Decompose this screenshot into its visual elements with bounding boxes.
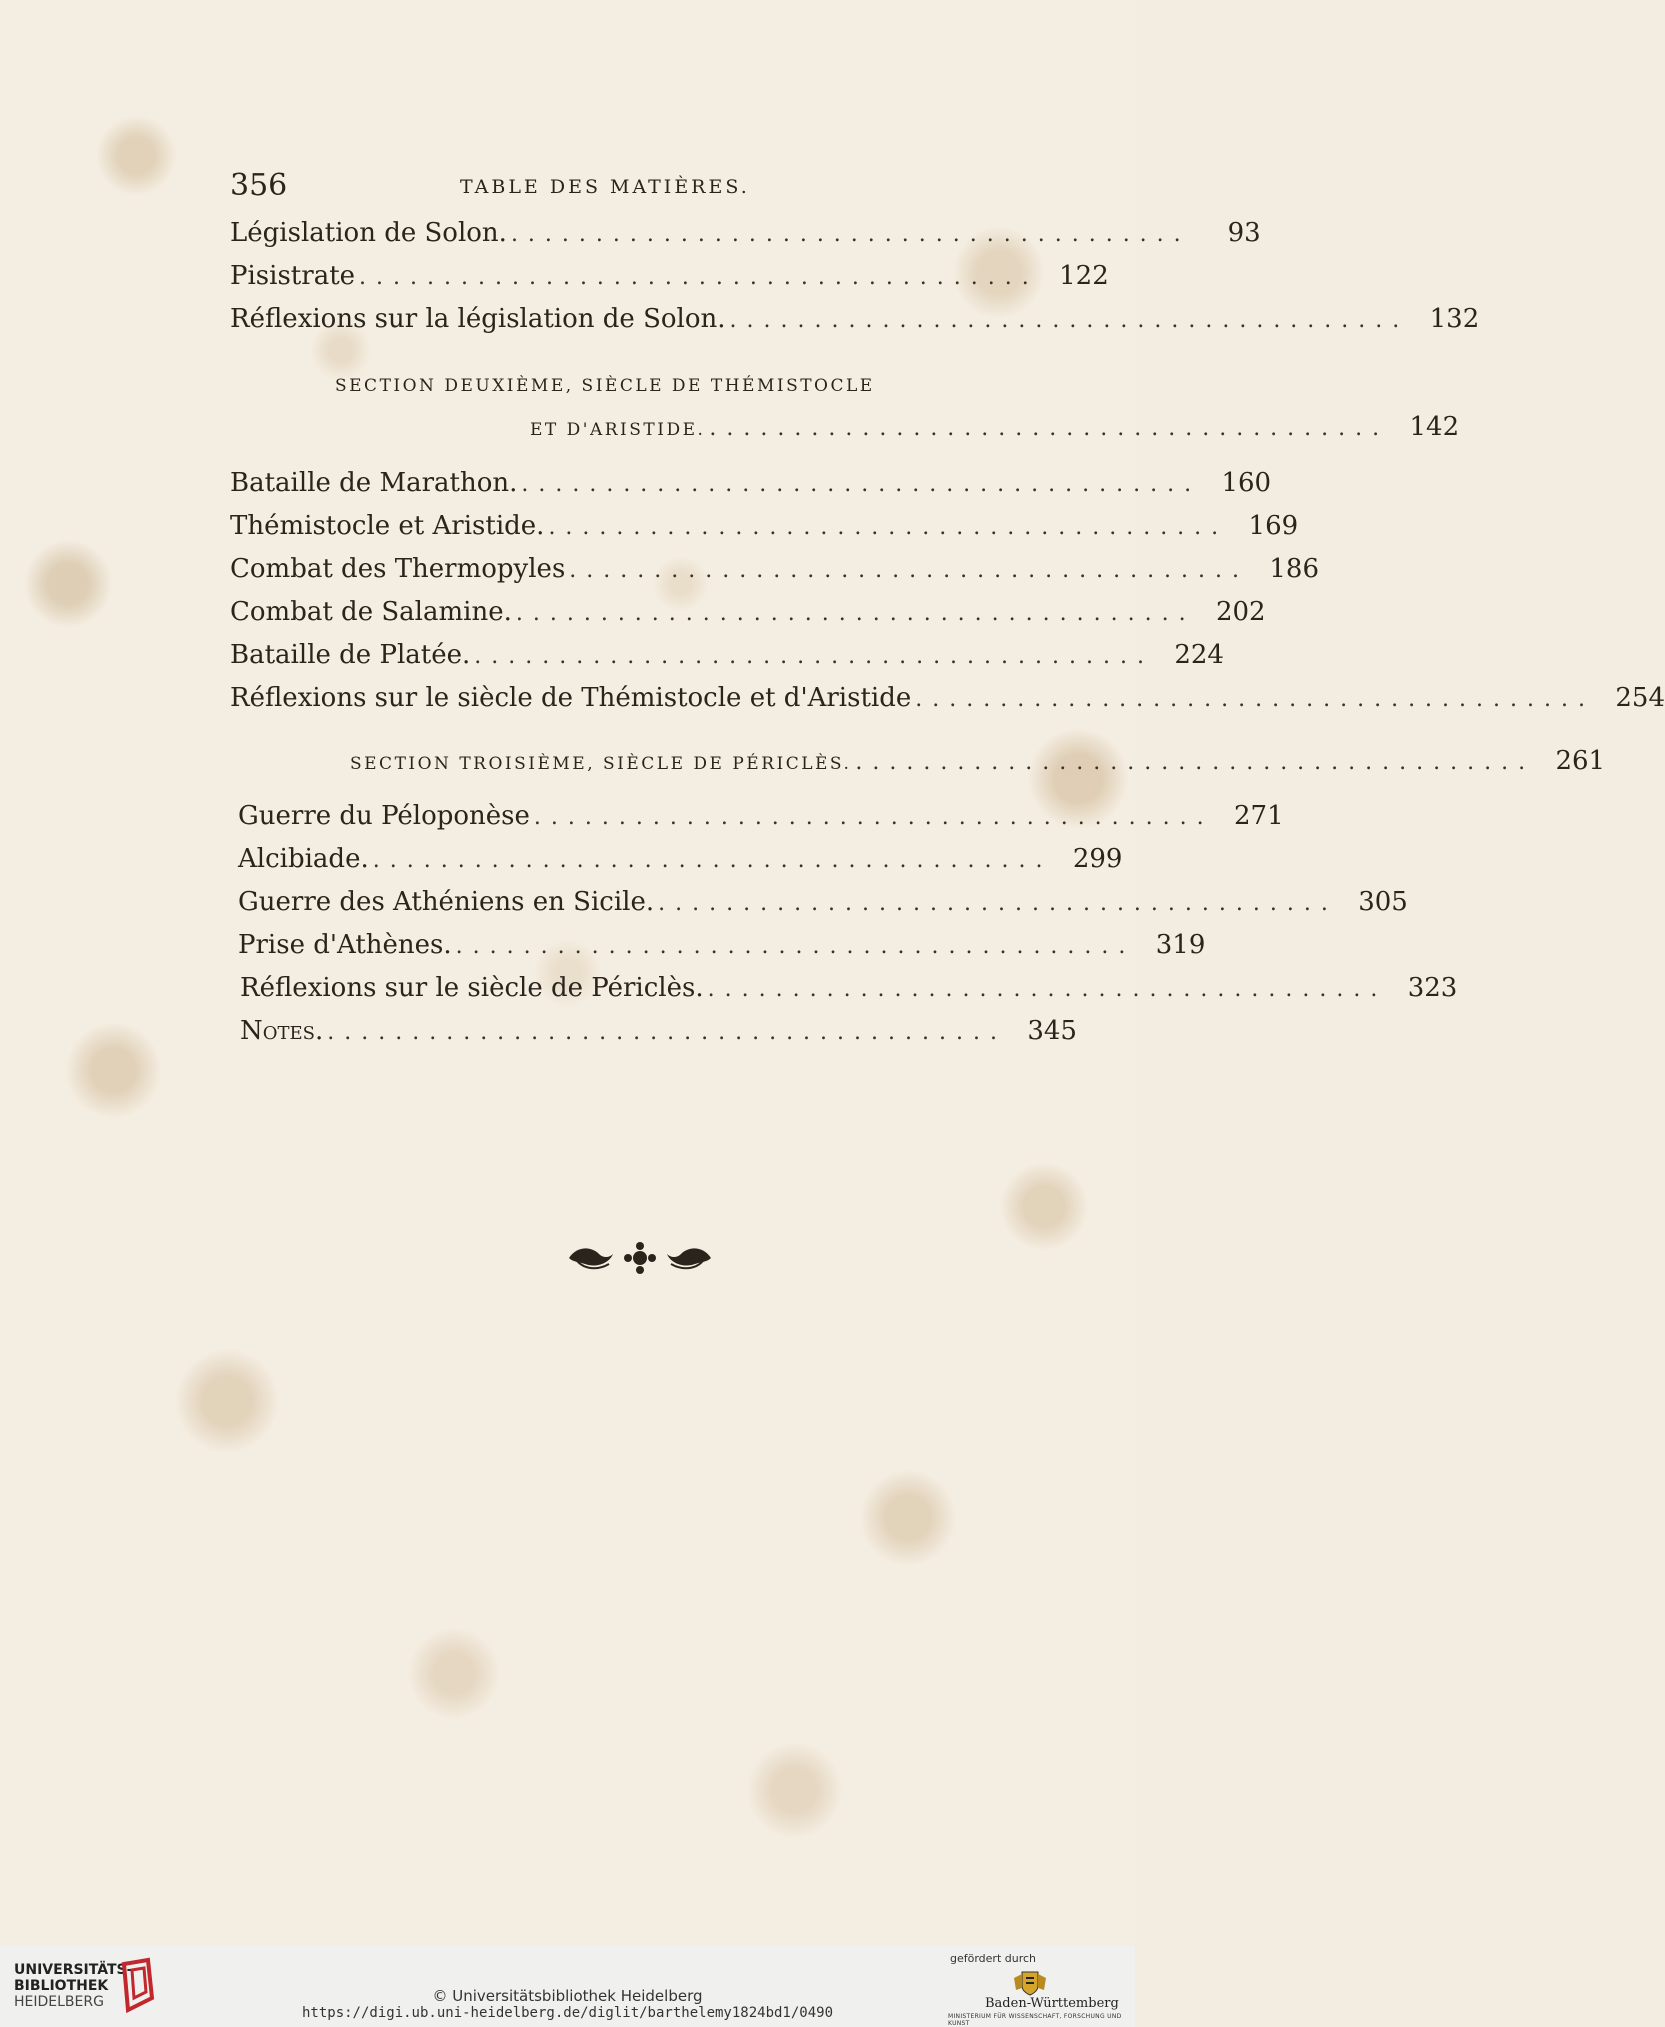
toc-entry-title: Alcibiade. xyxy=(238,844,369,874)
page-number: 356 xyxy=(230,168,288,203)
leader-dots: ........................................ xyxy=(474,644,1154,669)
digitization-footer xyxy=(0,1946,1135,2027)
section-heading-line1: SECTION TROISIÈME, SIÈCLE DE PÉRICLÈS. xyxy=(350,754,852,774)
toc-entry-page: 271 xyxy=(1234,801,1284,831)
coat-of-arms-icon xyxy=(1010,1968,1050,1996)
toc-entry-title: Combat de Salamine. xyxy=(230,597,512,627)
toc-entry xyxy=(238,930,1206,970)
library-name-line1: UNIVERSITÄTS- xyxy=(14,1962,133,1978)
toc-entry-page: 305 xyxy=(1358,887,1408,917)
leader-dots: ........................................ xyxy=(709,416,1390,441)
leader-dots: ........................................ xyxy=(359,265,1039,290)
toc-entry-page: 319 xyxy=(1155,930,1206,960)
leader-dots: ........................................ xyxy=(915,687,1595,712)
leader-dots: ........................................ xyxy=(521,472,1202,497)
toc-entry xyxy=(240,1016,1077,1056)
toc-entry-title: Notes. xyxy=(240,1016,324,1046)
leader-dots: ........................................ xyxy=(855,750,1536,775)
toc-entry xyxy=(230,511,1299,551)
leader-dots: ........................................ xyxy=(548,515,1229,540)
toc-entry xyxy=(238,801,1284,841)
toc-entry-title: Guerre des Athéniens en Sicile. xyxy=(238,887,655,917)
section-heading xyxy=(230,746,1606,786)
leader-dots: ........................................ xyxy=(510,222,1191,247)
printer-ornament-icon xyxy=(565,1240,715,1276)
state-name: Baden-Württemberg xyxy=(985,1996,1119,2011)
section-heading-continued xyxy=(230,412,1460,452)
toc-entry xyxy=(230,640,1224,680)
toc-entry xyxy=(230,218,1261,258)
leader-dots: ........................................ xyxy=(658,891,1338,916)
toc-entry-page: 160 xyxy=(1221,468,1272,498)
toc-entry xyxy=(238,887,1408,927)
toc-entry-title: Guerre du Péloponèse xyxy=(238,801,530,831)
running-title: TABLE DES MATIÈRES. xyxy=(460,176,750,198)
toc-entry-title: Bataille de Marathon. xyxy=(230,468,518,498)
ministry-name: MINISTERIUM FÜR WISSENSCHAFT, FORSCHUNG UND KUNST xyxy=(948,2013,1122,2027)
toc-entry xyxy=(238,844,1123,884)
toc-entry xyxy=(230,554,1320,594)
leader-dots: ........................................ xyxy=(455,934,1136,959)
toc-entry-page: 186 xyxy=(1269,554,1320,584)
toc-entry xyxy=(230,597,1266,637)
toc-entry-title: Prise d'Athènes. xyxy=(238,930,452,960)
toc-entry-page: 132 xyxy=(1429,304,1480,334)
toc-entry-page: 345 xyxy=(1027,1016,1077,1046)
toc-entry-page: 323 xyxy=(1407,973,1458,1003)
copyright-text: © Universitätsbibliothek Heidelberg xyxy=(432,1987,703,2005)
leader-dots: ........................................ xyxy=(533,805,1214,830)
page-header xyxy=(230,168,1020,208)
toc-entry-title: Thémistocle et Aristide. xyxy=(230,511,545,541)
library-name-line3: HEIDELBERG xyxy=(14,1994,104,2010)
toc-entry-page: 142 xyxy=(1409,412,1460,442)
toc-entry-title: Bataille de Platée. xyxy=(230,640,471,670)
toc-entry-page: 202 xyxy=(1215,597,1266,627)
toc-entry xyxy=(230,304,1480,344)
leader-dots: ........................................ xyxy=(707,977,1388,1002)
toc-entry-title: Pisistrate xyxy=(230,261,356,291)
funded-by-label: gefördert durch xyxy=(950,1952,1037,1965)
toc-entry-title: Législation de Solon. xyxy=(230,218,507,248)
leader-dots: ........................................ xyxy=(515,601,1196,626)
section-heading-line2: ET D'ARISTIDE. xyxy=(530,420,706,440)
leader-dots: ........................................ xyxy=(569,558,1250,583)
toc-entry-page: 93 xyxy=(1227,218,1261,248)
permalink-url[interactable]: https://digi.ub.uni-heidelberg.de/diglit/barthelemy1824bd1/0490 xyxy=(301,2005,833,2021)
toc-entry-title: Réflexions sur le siècle de Thémistocle et d'Aristide xyxy=(230,683,912,713)
toc-entry-page: 122 xyxy=(1059,261,1109,291)
toc-entry-page: 299 xyxy=(1072,844,1123,874)
toc-entry-page: 169 xyxy=(1248,511,1299,541)
toc-entry-page: 254 xyxy=(1615,683,1665,713)
toc-entry xyxy=(240,973,1458,1013)
toc-entry-title: Combat des Thermopyles xyxy=(230,554,566,584)
toc-entry-page: 261 xyxy=(1555,746,1606,776)
toc-entry xyxy=(230,468,1272,508)
toc-entry-page: 224 xyxy=(1174,640,1224,670)
toc-entry xyxy=(230,261,1109,301)
leader-dots: ........................................ xyxy=(327,1020,1007,1045)
toc-entry-title: Réflexions sur la législation de Solon. xyxy=(230,304,726,334)
leader-dots: ........................................ xyxy=(372,848,1053,873)
toc-entry-title: Réflexions sur le siècle de Périclès. xyxy=(240,973,704,1003)
library-name-line2: BIBLIOTHEK xyxy=(14,1978,109,1994)
toc-entry xyxy=(230,683,1665,723)
leader-dots: ........................................ xyxy=(729,308,1410,333)
section-heading: SECTION DEUXIÈME, SIÈCLE DE THÉMISTOCLE xyxy=(335,376,875,396)
